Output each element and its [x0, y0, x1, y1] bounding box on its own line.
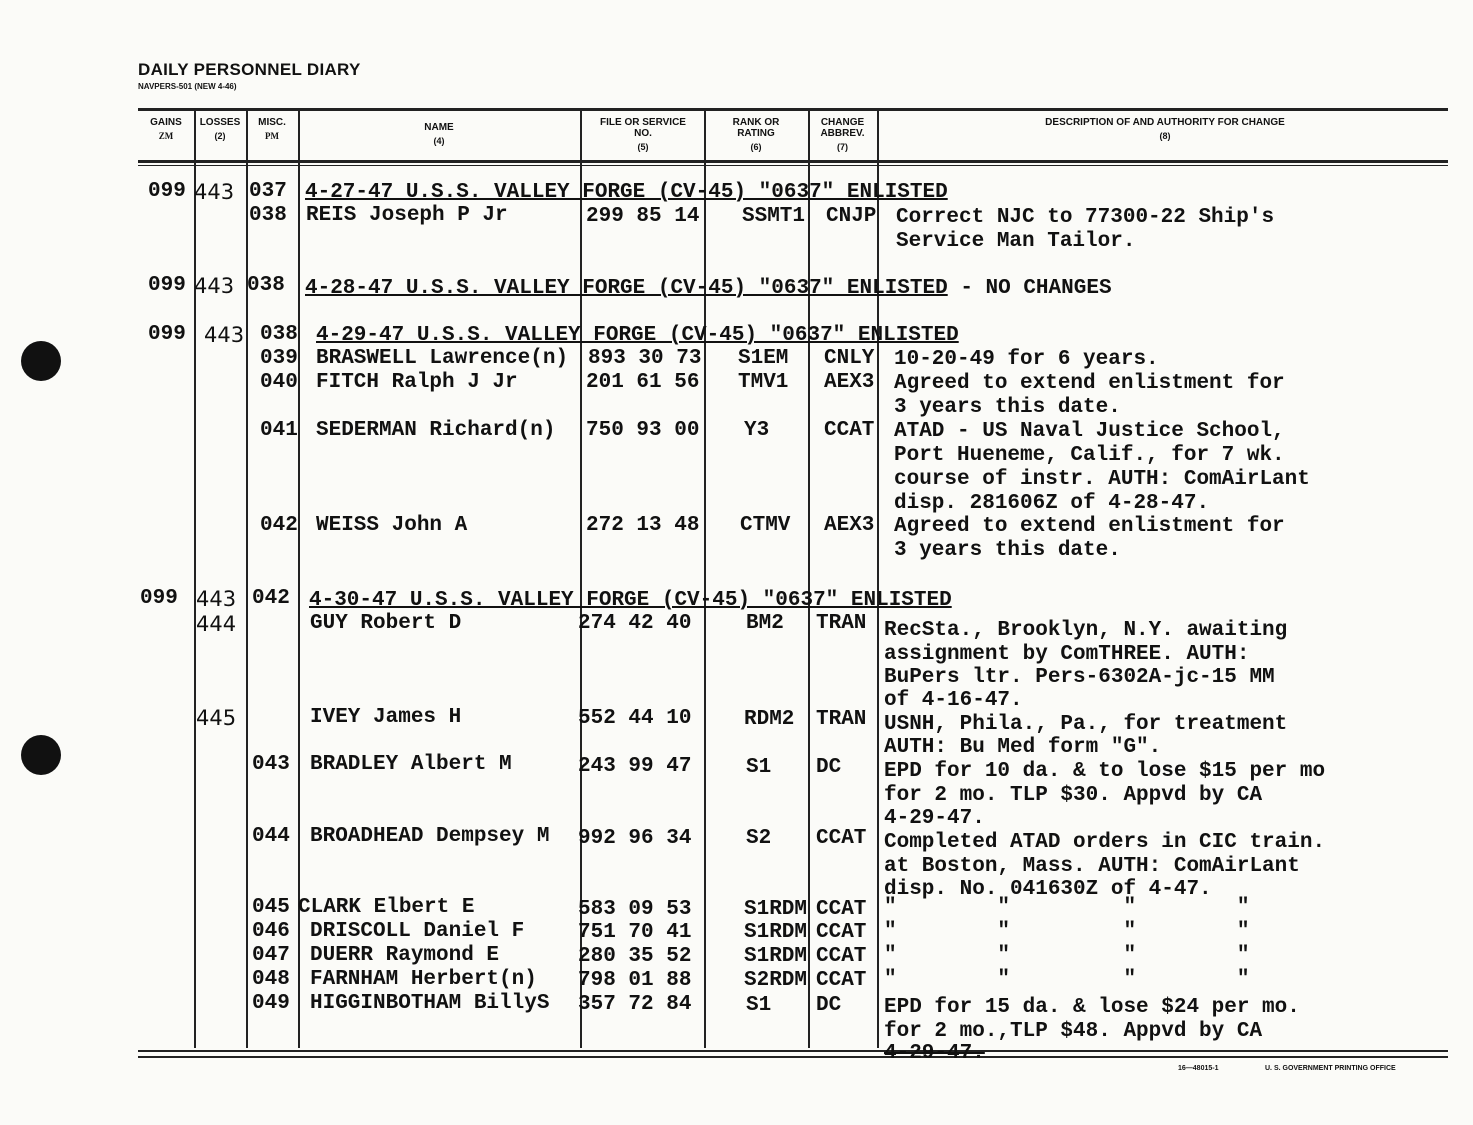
entry-change: CCAT [816, 898, 867, 921]
entry-rank: TMV1 [738, 371, 789, 394]
form-title: DAILY PERSONNEL DIARY [138, 60, 361, 79]
entry-description: " " " " [884, 896, 1250, 919]
entry-description: EPD for 10 da. & to lose $15 per mo [884, 760, 1326, 783]
entry-file: 798 01 88 [578, 969, 692, 992]
entry-change: CCAT [816, 945, 867, 968]
entry-name: FARNHAM Herbert(n) [310, 968, 537, 991]
entry-gains: 099 [148, 274, 186, 297]
entry-name: DUERR Raymond E [310, 944, 500, 967]
entry-rank: S1 [746, 756, 772, 779]
punch-hole-top [21, 341, 61, 381]
entry-rank: RDM2 [744, 708, 795, 731]
entry-rank: S1RDM [744, 921, 808, 944]
entry-description: Agreed to extend enlistment for [894, 372, 1285, 395]
entry-gains: 099 [148, 180, 186, 203]
divider-change-desc [877, 108, 879, 1048]
entry-description: EPD for 15 da. & lose $24 per mo. [884, 996, 1300, 1019]
entry-name: BROADHEAD Dempsey M [310, 825, 550, 848]
entry-description: disp. 281606Z of 4-28-47. [894, 492, 1210, 515]
entry-description: course of instr. AUTH: ComAirLant [894, 468, 1310, 491]
footer-print-number: 16—48015-1 [1178, 1065, 1219, 1072]
entry-change: AEX3 [824, 514, 875, 537]
entry-name: IVEY James H [310, 706, 462, 729]
entry-misc: 045 [252, 896, 290, 919]
entry-description: 3 years this date. [894, 539, 1121, 562]
entry-description: at Boston, Mass. AUTH: ComAirLant [884, 855, 1300, 878]
entry-change: TRAN [816, 708, 867, 731]
header-bottom-rule [138, 160, 1448, 163]
entry-file: 280 35 52 [578, 945, 692, 968]
entry-change: CCAT [816, 827, 867, 850]
entry-change: CCAT [816, 969, 867, 992]
col-header-misc: MISC. PM [246, 117, 298, 142]
entry-change: TRAN [816, 612, 867, 635]
table-bottom-rule-2 [138, 1056, 1448, 1058]
entry-description: USNH, Phila., Pa., for treatment [884, 713, 1288, 736]
entry-description: assignment by ComTHREE. AUTH: [884, 643, 1250, 666]
entry-misc: 042 [252, 587, 290, 610]
entry-description: for 2 mo.,TLP $48. Appvd by CA [884, 1020, 1263, 1043]
entry-misc: 042 [260, 514, 298, 537]
header-bottom-rule-2 [138, 165, 1448, 166]
entry-change: DC [816, 756, 842, 779]
entry-description: of 4-16-47. [884, 689, 1023, 712]
col-header-gains-stamp: ZM [158, 131, 174, 141]
entry-losses: 445 [196, 706, 237, 730]
entry-rank: S2 [746, 827, 772, 850]
entry-heading: 4-28-47 U.S.S. VALLEY FORGE (CV-45) "0637" ENLISTED [305, 277, 948, 300]
entry-description: " " " " [884, 920, 1250, 943]
entry-losses: 443 [196, 587, 237, 611]
entry-misc: 041 [260, 419, 298, 442]
entry-rank: S1RDM [744, 898, 808, 921]
col-header-name: NAME (4) [424, 122, 454, 146]
header-top-rule [138, 108, 1448, 111]
entry-misc: 043 [252, 753, 290, 776]
divider-losses-misc [246, 108, 248, 1048]
entry-file: 552 44 10 [578, 707, 692, 730]
entry-misc: 037 [249, 180, 287, 203]
entry-description: ATAD - US Naval Justice School, [894, 420, 1285, 443]
entry-losses: 443 [194, 180, 235, 204]
entry-misc: 047 [252, 944, 290, 967]
entry-name: HIGGINBOTHAM BillyS [310, 992, 550, 1015]
entry-misc: 039 [260, 347, 298, 370]
entry-losses: 444 [196, 612, 237, 636]
col-header-losses: LOSSES (2) [199, 117, 241, 141]
entry-name: WEISS John A [316, 514, 468, 537]
entry-description: RecSta., Brooklyn, N.Y. awaiting [884, 619, 1288, 642]
entry-heading-note: - NO CHANGES [947, 277, 1112, 300]
entry-name: DRISCOLL Daniel F [310, 920, 525, 943]
entry-heading: 4-29-47 U.S.S. VALLEY FORGE (CV-45) "0637" ENLISTED [316, 324, 959, 347]
footer-printing-office: U. S. GOVERNMENT PRINTING OFFICE [1265, 1065, 1396, 1072]
form-number: NAVPERS-501 (NEW 4-46) [138, 82, 237, 91]
entry-file: 272 13 48 [586, 514, 700, 537]
entry-name: BRADLEY Albert M [310, 753, 512, 776]
entry-heading: 4-30-47 U.S.S. VALLEY FORGE (CV-45) "0637" ENLISTED [309, 589, 952, 612]
entry-rank: S1EM [738, 347, 789, 370]
entry-file: 201 61 56 [586, 371, 700, 394]
entry-description: Completed ATAD orders in CIC train. [884, 831, 1326, 854]
divider-gains-losses [194, 108, 196, 1048]
entry-misc: 038 [247, 274, 285, 297]
entry-rank: BM2 [746, 612, 784, 635]
entry-description: 10-20-49 for 6 years. [894, 348, 1159, 371]
entry-losses: 443 [194, 274, 235, 298]
entry-description: disp. No. 041630Z of 4-47. [884, 878, 1212, 901]
col-header-rank: RANK OR RATING (6) [732, 117, 780, 152]
entry-rank: Y3 [744, 419, 770, 442]
col-header-file: FILE OR SERVICE NO. (5) [600, 117, 686, 152]
entry-heading: 4-27-47 U.S.S. VALLEY FORGE (CV-45) "0637" ENLISTED [305, 181, 948, 204]
entry-gains: 099 [148, 323, 186, 346]
entry-heading-line [305, 277, 1112, 301]
entry-description: " " " " [884, 944, 1250, 967]
entry-description: Port Hueneme, Calif., for 7 wk. [894, 444, 1285, 467]
entry-file: 299 85 14 [586, 205, 700, 228]
entry-file: 357 72 84 [578, 993, 692, 1016]
entry-file: 893 30 73 [588, 347, 702, 370]
col-header-misc-stamp: PM [265, 131, 279, 141]
col-header-change: CHANGE ABBREV. (7) [820, 117, 865, 152]
entry-name: SEDERMAN Richard(n) [316, 419, 556, 442]
entry-rank: S1 [746, 994, 772, 1017]
entry-description: " " " " [884, 968, 1250, 991]
col-header-description: DESCRIPTION OF AND AUTHORITY FOR CHANGE (8) [1045, 117, 1285, 141]
entry-description: Agreed to extend enlistment for [894, 515, 1285, 538]
divider-file-rank [704, 108, 706, 1048]
entry-gains: 099 [140, 587, 178, 610]
entry-misc: 048 [252, 968, 290, 991]
entry-file: 992 96 34 [578, 827, 692, 850]
divider-rank-change [808, 108, 810, 1048]
punch-hole-bottom [21, 735, 61, 775]
entry-rank: S1RDM [744, 945, 808, 968]
entry-change: CCAT [816, 921, 867, 944]
entry-misc: 038 [260, 323, 298, 346]
entry-rank: SSMT1 [742, 205, 806, 228]
entry-misc: 044 [252, 825, 290, 848]
entry-change: CNLY [824, 347, 875, 370]
entry-description: 3 years this date. [894, 396, 1121, 419]
entry-file: 750 93 00 [586, 419, 700, 442]
table-bottom-rule [138, 1050, 1448, 1052]
entry-losses: 443 [204, 323, 245, 347]
entry-description: Correct NJC to 77300-22 Ship's [896, 206, 1275, 229]
entry-file: 243 99 47 [578, 755, 692, 778]
entry-file: 751 70 41 [578, 921, 692, 944]
entry-description: AUTH: Bu Med form "G". [884, 736, 1162, 759]
entry-rank: CTMV [740, 514, 791, 537]
entry-file: 274 42 40 [578, 612, 692, 635]
entry-misc: 049 [252, 992, 290, 1015]
entry-change: DC [816, 994, 842, 1017]
entry-misc: 046 [252, 920, 290, 943]
entry-misc: 040 [260, 371, 298, 394]
entry-description: Service Man Tailor. [896, 230, 1136, 253]
entry-description: for 2 mo. TLP $30. Appvd by CA [884, 784, 1263, 807]
col-header-gains: GAINS ZM [138, 117, 194, 142]
entry-change: CCAT [824, 419, 875, 442]
entry-change: AEX3 [824, 371, 875, 394]
entry-misc: 038 [249, 204, 287, 227]
entry-description: 4-29-47. [884, 1042, 985, 1065]
entry-name: GUY Robert D [310, 612, 462, 635]
entry-rank: S2RDM [744, 969, 808, 992]
entry-name: REIS Joseph P Jr [306, 204, 508, 227]
entry-description: 4-29-47. [884, 807, 985, 830]
entry-name: BRASWELL Lawrence(n) [316, 347, 569, 370]
entry-change: CNJP [826, 205, 877, 228]
entry-name: FITCH Ralph J Jr [316, 371, 518, 394]
entry-name: CLARK Elbert E [298, 896, 475, 919]
entry-file: 583 09 53 [578, 898, 692, 921]
entry-description: BuPers ltr. Pers-6302A-jc-15 MM [884, 666, 1275, 689]
